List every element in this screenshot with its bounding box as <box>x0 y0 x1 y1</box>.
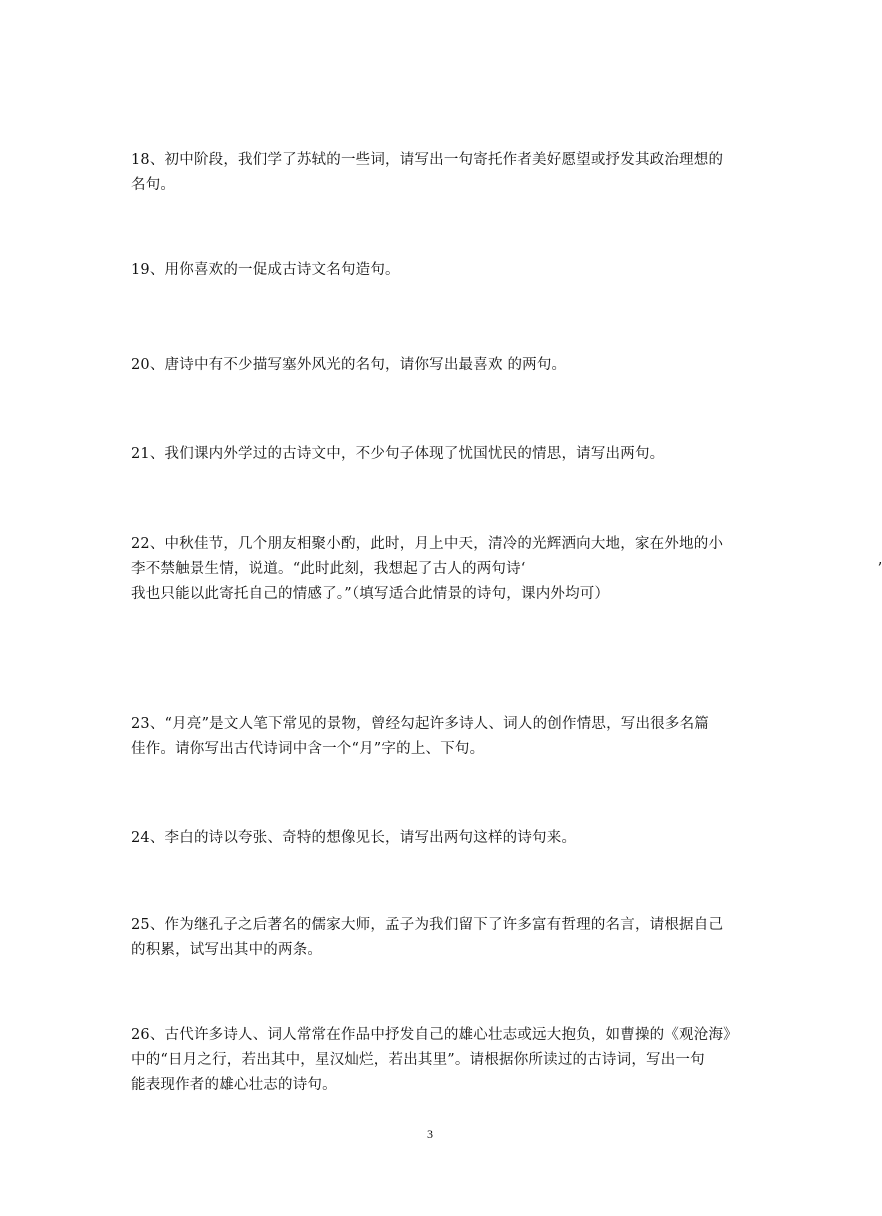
question-26 <box>131 1023 738 1098</box>
question-text-line: 22、中秋佳节，几个朋友相聚小酌，此时，月上中天，清冷的光辉洒向大地，家在外地的小 <box>131 536 724 552</box>
question-text-line: 18、初中阶段，我们学了苏轼的一些词，请写出一句寄托作者美好愿望或抒发其政治理想的 <box>131 152 724 168</box>
question-text-line: 20、唐诗中有不少描写塞外风光的名句，请你写出最喜欢 的两句。 <box>131 357 567 373</box>
question-20 <box>131 353 731 378</box>
question-25 <box>131 913 731 963</box>
question-text-after-blank: ’ <box>877 561 882 577</box>
question-21 <box>131 442 731 467</box>
question-text-line: 24、李白的诗以夸张、奇特的想像见长，请写出两句这样的诗句来。 <box>131 830 577 846</box>
question-text-line: 名句。 <box>131 177 176 193</box>
question-19 <box>131 258 731 283</box>
question-22 <box>131 532 882 607</box>
question-24 <box>131 826 731 851</box>
question-text-before-blank: 李不禁触景生情，说道。“此时此刻，我想起了古人的两句诗‘ <box>131 561 526 577</box>
question-text-line: 佳作。请你写出古代诗词中含一个“月”字的上、下句。 <box>131 741 485 757</box>
question-text-line: 的积累，试写出其中的两条。 <box>131 942 323 958</box>
question-text-line: 23、“月亮”是文人笔下常见的景物，曾经勾起许多诗人、词人的创作情思，写出很多名篇 <box>131 716 709 732</box>
page-number: 3 <box>427 1127 433 1141</box>
question-23 <box>131 712 731 762</box>
question-text-line: 中的“日月之行，若出其中，星汉灿烂，若出其里”。请根据你所读过的古诗词，写出一句 <box>131 1052 705 1068</box>
question-text-line: 21、我们课内外学过的古诗文中，不少句子体现了忧国忧民的情思，请写出两句。 <box>131 446 665 462</box>
question-text-line <box>131 557 882 582</box>
question-18 <box>131 148 731 198</box>
question-text-line: 19、用你喜欢的一促成古诗文名句造句。 <box>131 262 400 278</box>
question-text-line: 能表现作者的雄心壮志的诗句。 <box>131 1077 337 1093</box>
question-text-line: 我也只能以此寄托自己的情感了。”（填写适合此情景的诗句，课内外均可） <box>131 586 610 602</box>
question-text-line: 25、作为继孔子之后著名的儒家大师，孟子为我们留下了许多富有哲理的名言，请根据自己 <box>131 917 724 933</box>
question-text-line: 26、古代许多诗人、词人常常在作品中抒发自己的雄心壮志或远大抱负，如曹操的《观沧海》 <box>131 1027 738 1043</box>
